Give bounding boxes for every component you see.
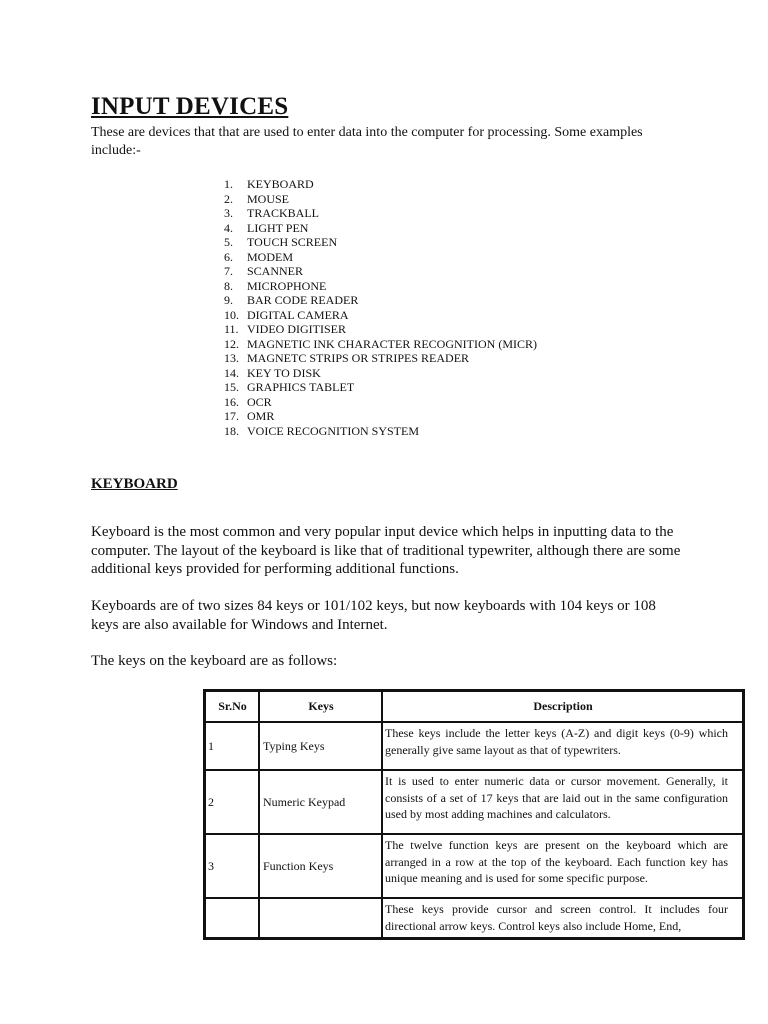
list-item [218, 395, 537, 410]
list-item [218, 264, 537, 279]
list-item-label: SCANNER [247, 264, 304, 278]
list-item [218, 366, 537, 381]
list-item [218, 250, 537, 265]
list-item-label: VOICE RECOGNITION SYSTEM [247, 423, 419, 438]
table-row [205, 722, 743, 770]
table-header-row [205, 691, 743, 722]
list-item-label: MOUSE [247, 191, 290, 206]
keyboard-heading: KEYBOARD [91, 476, 178, 492]
list-item-label: OMR [247, 409, 275, 423]
list-item-number: 3. [224, 206, 233, 220]
list-item [218, 206, 537, 221]
list-item [218, 351, 537, 366]
cell-description: It is used to enter numeric data or cursor movement. Generally, it consists of a set of 17 keys that are laid out in the same configuration used by most adding machines and calculators. [382, 770, 743, 834]
list-item-label: DIGITAL CAMERA [247, 307, 349, 322]
input-devices-list [218, 177, 537, 438]
list-item [218, 337, 537, 352]
list-item-number: 2. [224, 191, 233, 206]
list-item-number: 10. [224, 307, 239, 322]
list-item-label: VIDEO DIGITISER [247, 322, 346, 336]
cell-sr-no: 1 [205, 722, 259, 770]
keyboard-paragraph-2: Keyboards are of two sizes 84 keys or 101/102 keys, but now keyboards with 104 keys or 108 keys are also available for Windows and Internet. [91, 598, 656, 633]
cell-description: These keys include the letter keys (A-Z) and digit keys (0-9) which generally give same layout as that of typewriters. [382, 722, 743, 770]
list-item-number: 7. [224, 264, 233, 278]
list-item [218, 235, 537, 250]
list-item-label: KEY TO DISK [247, 365, 321, 380]
list-item [218, 308, 537, 323]
list-item-number: 17. [224, 409, 239, 423]
list-item-number: 4. [224, 220, 233, 235]
header-sr-no: Sr.No [205, 691, 259, 722]
list-item-number: 15. [224, 380, 239, 394]
cell-keys: Numeric Keypad [259, 770, 382, 834]
list-item-label: BAR CODE READER [247, 293, 359, 307]
cell-sr-no: 2 [205, 770, 259, 834]
cell-sr-no [205, 898, 259, 938]
list-item-number: 1. [224, 177, 233, 191]
header-keys: Keys [259, 691, 382, 722]
keyboard-paragraph-3: The keys on the keyboard are as follows: [91, 653, 338, 669]
keys-table [203, 689, 745, 940]
list-item-label: OCR [247, 394, 272, 409]
list-item-number: 12. [224, 336, 239, 351]
list-item-number: 13. [224, 351, 239, 365]
page-title: INPUT DEVICES [91, 93, 289, 120]
list-item-number: 14. [224, 365, 239, 380]
list-item-number: 6. [224, 249, 233, 264]
list-item-number: 16. [224, 394, 239, 409]
table-row [205, 770, 743, 834]
list-item-label: MICROPHONE [247, 278, 327, 293]
list-item-label: TOUCH SCREEN [247, 235, 338, 249]
list-item [218, 279, 537, 294]
list-item-number: 18. [224, 423, 239, 438]
cell-description: These keys provide cursor and screen control. It includes four directional arrow keys. Control keys also include Home, End, [382, 898, 743, 938]
list-item [218, 409, 537, 424]
list-item [218, 221, 537, 236]
keyboard-paragraph-1: Keyboard is the most common and very popular input device which helps in inputting data to the computer. The layout of the keyboard is like that of traditional typewriter, although there are some additional keys provided for performing additional functions. [91, 524, 681, 577]
list-item [218, 177, 537, 192]
list-item-label: LIGHT PEN [247, 220, 309, 235]
list-item-number: 9. [224, 293, 233, 307]
cell-keys [259, 898, 382, 938]
table-row [205, 898, 743, 938]
list-item-label: TRACKBALL [247, 206, 319, 220]
list-item [218, 380, 537, 395]
header-description: Description [382, 691, 743, 722]
intro-paragraph: These are devices that that are used to enter data into the computer for processing. Some examples include:- [91, 125, 643, 158]
list-item-number: 11. [224, 322, 239, 336]
cell-keys: Typing Keys [259, 722, 382, 770]
list-item-label: GRAPHICS TABLET [247, 380, 355, 394]
list-item-label: MAGNETIC INK CHARACTER RECOGNITION (MICR) [247, 336, 537, 351]
list-item-number: 8. [224, 278, 233, 293]
list-item [218, 322, 537, 337]
cell-description: The twelve function keys are present on the keyboard which are arranged in a row at the top of the keyboard. Each function key has unique meaning and is used for some specific purpose. [382, 834, 743, 898]
list-item [218, 293, 537, 308]
list-item [218, 192, 537, 207]
cell-keys: Function Keys [259, 834, 382, 898]
list-item-label: MODEM [247, 249, 294, 264]
list-item-label: MAGNETC STRIPS OR STRIPES READER [247, 351, 470, 365]
list-item [218, 424, 537, 439]
table-row [205, 834, 743, 898]
list-item-number: 5. [224, 235, 233, 249]
list-item-label: KEYBOARD [247, 177, 314, 191]
cell-sr-no: 3 [205, 834, 259, 898]
